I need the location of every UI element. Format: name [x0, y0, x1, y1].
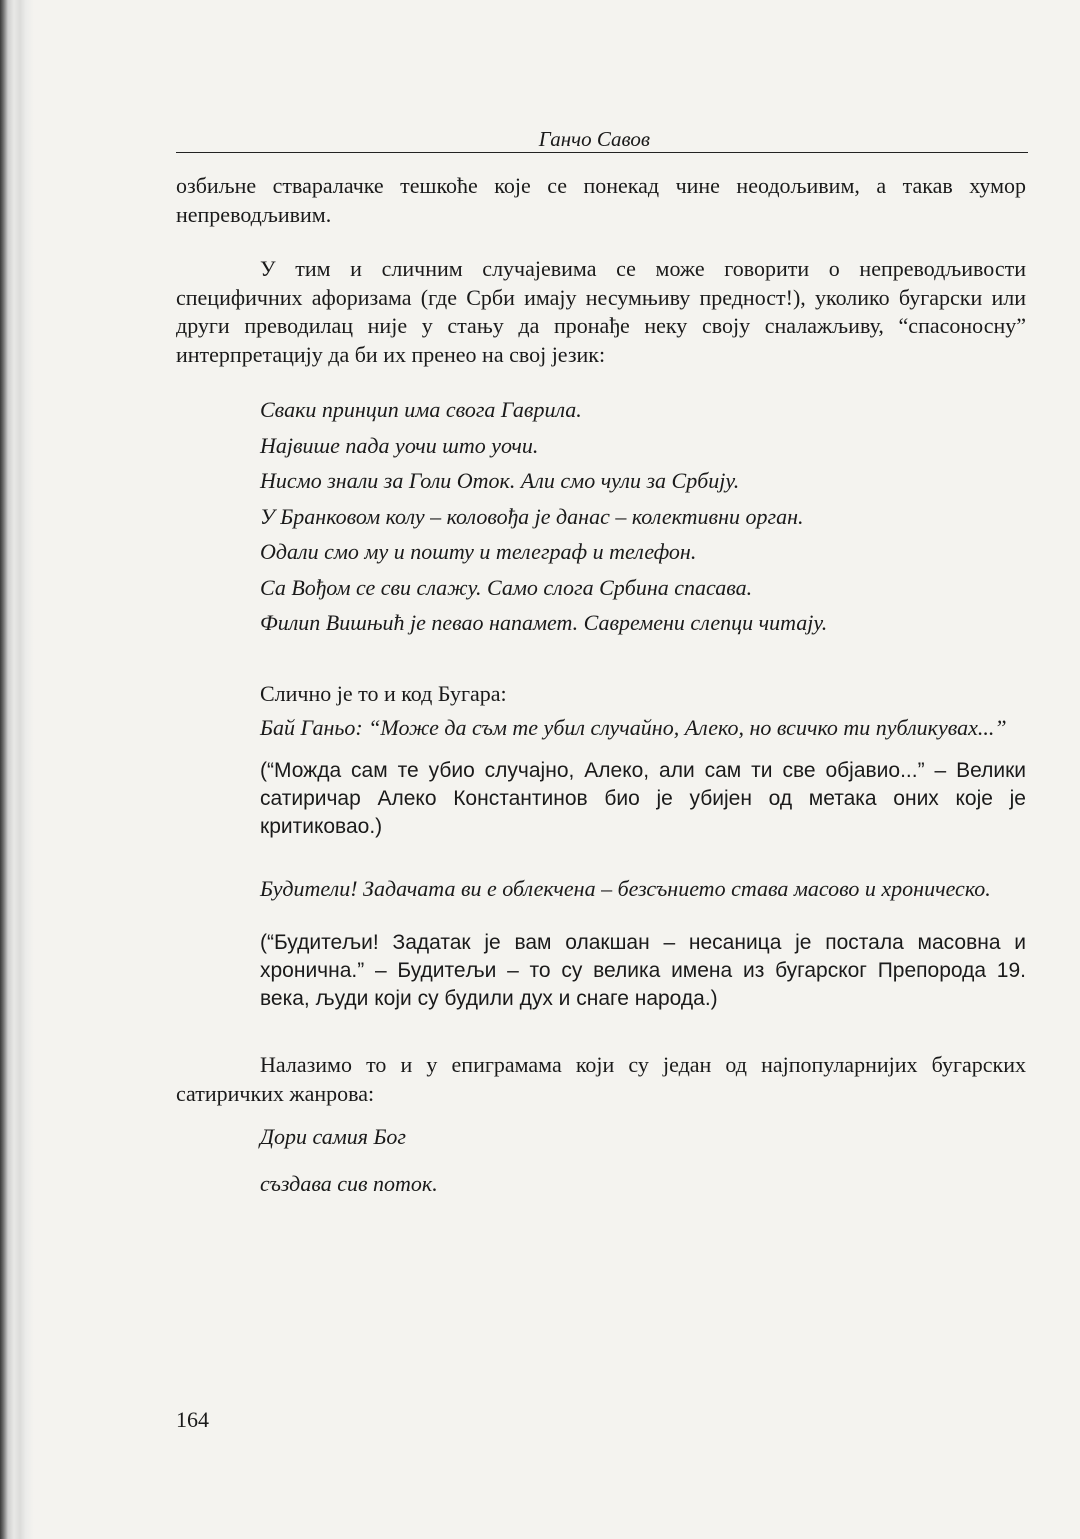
page-number: 164: [176, 1407, 209, 1432]
epigram-line-2: създава сив поток.: [260, 1170, 438, 1196]
aphorism-5: Одали смо му и пошту и телеграф и телефон.: [260, 539, 697, 564]
paragraph-bulgarians: Слично је то и код Бугара:: [260, 680, 507, 706]
paragraph-untranslatability: У тим и сличним случајевима се може говорити о непреводљивости специфичних афоризама (где Срби имају несумњиву предност!), уколико бугарски или други преводилац није у стању да пронађе неку своју сналажљиву, “спасоносну” интерпретацију да би их пренео на свој језик:: [176, 256, 1026, 367]
running-title: Ганчо Савов: [538, 127, 650, 151]
aphorism-3: Нисмо знали за Голи Оток. Али смо чули за Србију.: [260, 468, 740, 493]
translation-buditeli: (“Будитељи! Задатак је вам олакшан – несаница је постала масовна и хронична.” – Будитељи – то су велика имена из бугарског Препорода 19. века, људи који су будили дух и снаге народа.): [260, 931, 1026, 1010]
paragraph-continued: озбиљне стваралачке тешкоће које се понекад чине неодољивим, а такав хумор непреводљивим.: [176, 173, 1026, 227]
translation-bay-ganyo: (“Можда сам те убио случајно, Алеко, али сам ти све објавио...” – Велики сатиричар Алеко Константинов био је убијен од метака оних које је критиковао.): [260, 758, 1026, 838]
bulgarian-quote-bay-ganyo: Бай Ганьо: “Може да съм те убил случайно, Алеко, но всичко ти публикувах...”: [260, 715, 1007, 740]
aphorism-1: Сваки принцип има свога Гаврила.: [260, 397, 582, 422]
bulgarian-quote-buditeli: Будители! Задачата ви е облекчена – безсънието става масово и хроническо.: [260, 875, 991, 901]
epigram-line-1: Дори самия Бог: [260, 1124, 407, 1149]
book-page-edge: [0, 0, 34, 1539]
aphorism-2: Највише пада уочи што уочи.: [260, 432, 539, 458]
aphorism-4: У Бранковом колу – коловођа је данас – колективни орган.: [260, 503, 804, 529]
paragraph-epigrams: Налазимо то и у епиграмама који су један од најпопуларнијих бугарских сатиричких жанрова:: [176, 1052, 1026, 1106]
page-body: [176, 172, 1026, 1198]
aphorism-6: Са Вођом се сви слажу. Само слога Србина спасава.: [260, 574, 753, 600]
running-header: [176, 128, 1028, 153]
aphorism-7: Филип Вишњић је певао напамет. Савремени слепци читају.: [260, 610, 828, 635]
